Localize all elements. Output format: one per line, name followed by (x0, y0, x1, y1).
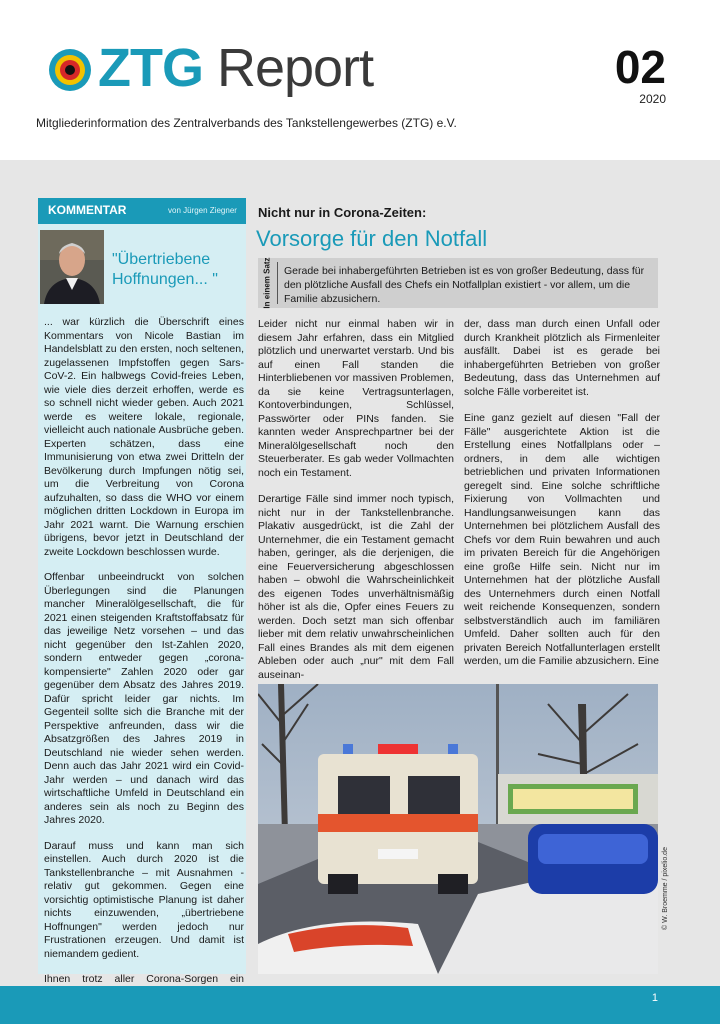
publication-subtitle: Mitgliederinformation des Zentralverbands des Tankstellengewerbes (ZTG) e.V. (36, 116, 457, 130)
footer-bar (0, 986, 720, 1024)
author-photo (40, 230, 104, 304)
article-headline: Vorsorge für den Notfall (256, 226, 488, 251)
article-paragraph: Leider nicht nur einmal haben wir in diesem Jahr erfahren, dass ein Mitglied plötzlich und unerwartet verstarb. Und bis auf einen Fall standen die Hinterbliebenen vor massiven Problemen, da sie keine Vertragsunterlagen, Kontoverbindungen, Schlüssel, Passwörter oder PINs fanden. Sie kannten weder Ansprechpartner bei der Mineralölgesellschaft noch den Steuerberater. Es gab weder Vollmachten noch ein Testament. (258, 318, 454, 479)
article-column-2 (464, 318, 660, 682)
article-column-1 (258, 318, 454, 695)
commentary-quote: "Übertriebene Hoffnungen... " (112, 251, 218, 288)
commentary-paragraph: Ihnen trotz aller Corona-Sorgen ein (44, 973, 244, 985)
summary-tag-label: In einem Satz (262, 257, 272, 309)
issue-number: 02 (614, 41, 666, 93)
ambulance-photo (258, 684, 658, 974)
ztg-logo-icon (48, 48, 92, 92)
summary-text: Gerade bei inhabergeführten Betrieben ist es von großer Bedeutung, dass für den plötzliche Ausfall des Chefs ein Notfallplan existiert - vor allem, um die Familie abzusichern. (284, 265, 645, 305)
commentary-label: KOMMENTAR (48, 203, 127, 217)
logo-wordmark (98, 38, 373, 98)
commentary-paragraph: Darauf muss und kann man sich einstellen. Auch durch 2020 ist die Tankstellenbranche – mit Ausnahmen - relativ gut gekommen. Gegen eine vorsichtig optimistische Planung ist daher nichts einzuwenden, „übertriebene Hoffnungen" werden jedoch nur Frustrationen erzeugen. Und damit ist niemandem gedient. (44, 839, 244, 960)
article-paragraph: der, dass man durch einen Unfall oder durch Krankheit plötzlich als Firmenleiter ausfällt. Dabei ist es gerade bei inhabergeführten Betrieben von großer Bedeutung, dass das Unternehmen auf solche Fälle vorbereitet ist. (464, 318, 660, 398)
summary-tag (257, 257, 278, 309)
logo-ztg: ZTG (98, 38, 203, 98)
article-paragraph: Eine ganz gezielt auf diesen "Fall der Fälle" ausgerichtete Aktion ist die Erstellung eines Notfallplans oder –ordners, in dem alle wichtigen betrieblichen und privaten Informationen geregelt sind. Eine solche schriftliche Fixierung von Vollmachten und Handlungsanweisungen kann das Unternehmen bei plötzlichem Ausfall des Chefs vor dem Ruin bewahren und auch im privaten Bereich für die Angehörigen eine große Hilfe sein. Nicht nur im Unternehmen hat der plötzliche Ausfall des Unternehmers durch einen Notfall weit reichende Konsequenzen, sondern selbstverständlich auch im familiären Umfeld. Daher sollten auch für den privaten Bereich Notfallunterlagen erstellt werden, um die Familie abzusichern. Eine (464, 412, 660, 667)
issue-year: 2020 (639, 92, 666, 106)
photo-credit: © W. Broemme / pixelio.de (662, 847, 669, 930)
article-paragraph: Derartige Fälle sind immer noch typisch, nicht nur in der Tankstellenbranche. Plakativ ausgedrückt, ist die Zahl der Unternehmer, die ein Testament gemacht haben, geringer, als die derjenigen, die eine Feuerversicherung abgeschlossen haben – obwohl die Wahrscheinlichkeit des eigenen Todes unverhältnismäßig höher ist als die, Opfer eines Feuers zu werden. Doch setzt man sich offenbar lieber mit dem relativ unwahrscheinlichen Fall eines Brandes als mit dem eigenen Ableben oder auch „nur" mit dem Fall auseinan- (258, 493, 454, 681)
commentary-body (44, 316, 244, 1026)
logo-report: Report (217, 38, 374, 98)
commentary-author: von Jürgen Ziegner (168, 206, 237, 215)
commentary-paragraph: Offenbar unbeeindruckt von solchen Überlegungen sind die Planungen mancher Mineralölgesellschaft, die für 2021 einen steigenden Kraftstoffabsatz für das jeweilige Netz vorsehen – und das nicht gegenüber den Ist-Zahlen 2020, sondern entweder gegen „corona-kompensierte" Zahlen 2020 oder gar gegenüber dem Absatz des Jahres 2019. Dafür spricht leider gar nichts. Im Gegenteil sollte sich die Branche mit der Perspektive anfreunden, dass wir die Absatzgrößen des Jahres 2019 in Deutschland nie wieder sehen werden. Denn auch das Jahr 2021 wird ein Covid-Jahr werden – und danach wird das wirtschaftliche Umfeld in Deutschland ein anderes sein als noch zu Beginn des Jahres 2020. (44, 571, 244, 826)
article-kicker: Nicht nur in Corona-Zeiten: (258, 205, 427, 220)
commentary-paragraph: ... war kürzlich die Überschrift eines Kommentars von Nicole Bastian im Handelsblatt zu den ersten, noch seltenen, zugelassenen Impfstoffen gegen Sars-CoV-2. Ein halbwegs Covid-freies Leben, wie viele dies derzeit erhoffen, werde es so schnell nicht wieder geben. Auch 2021 werde es weitere lokale, regionale, vielleicht auch nationale Ausbrüche geben. Experten schätzen, dass eine Immunisierung von etwa zwei Dritteln der Bevölkerung durch Impfungen nötig sei, um die Verbreitung von Corona aufzuhalten, so dass die WHO vor einem möglichen dritten Lockdown in Europa im Jahr 2021 warnt. Die Warnung erschien übrigens, bevor jetzt in Deutschland der zweite Lockdown beschlossen wurde. (44, 316, 244, 558)
page-number: 1 (651, 992, 658, 1004)
